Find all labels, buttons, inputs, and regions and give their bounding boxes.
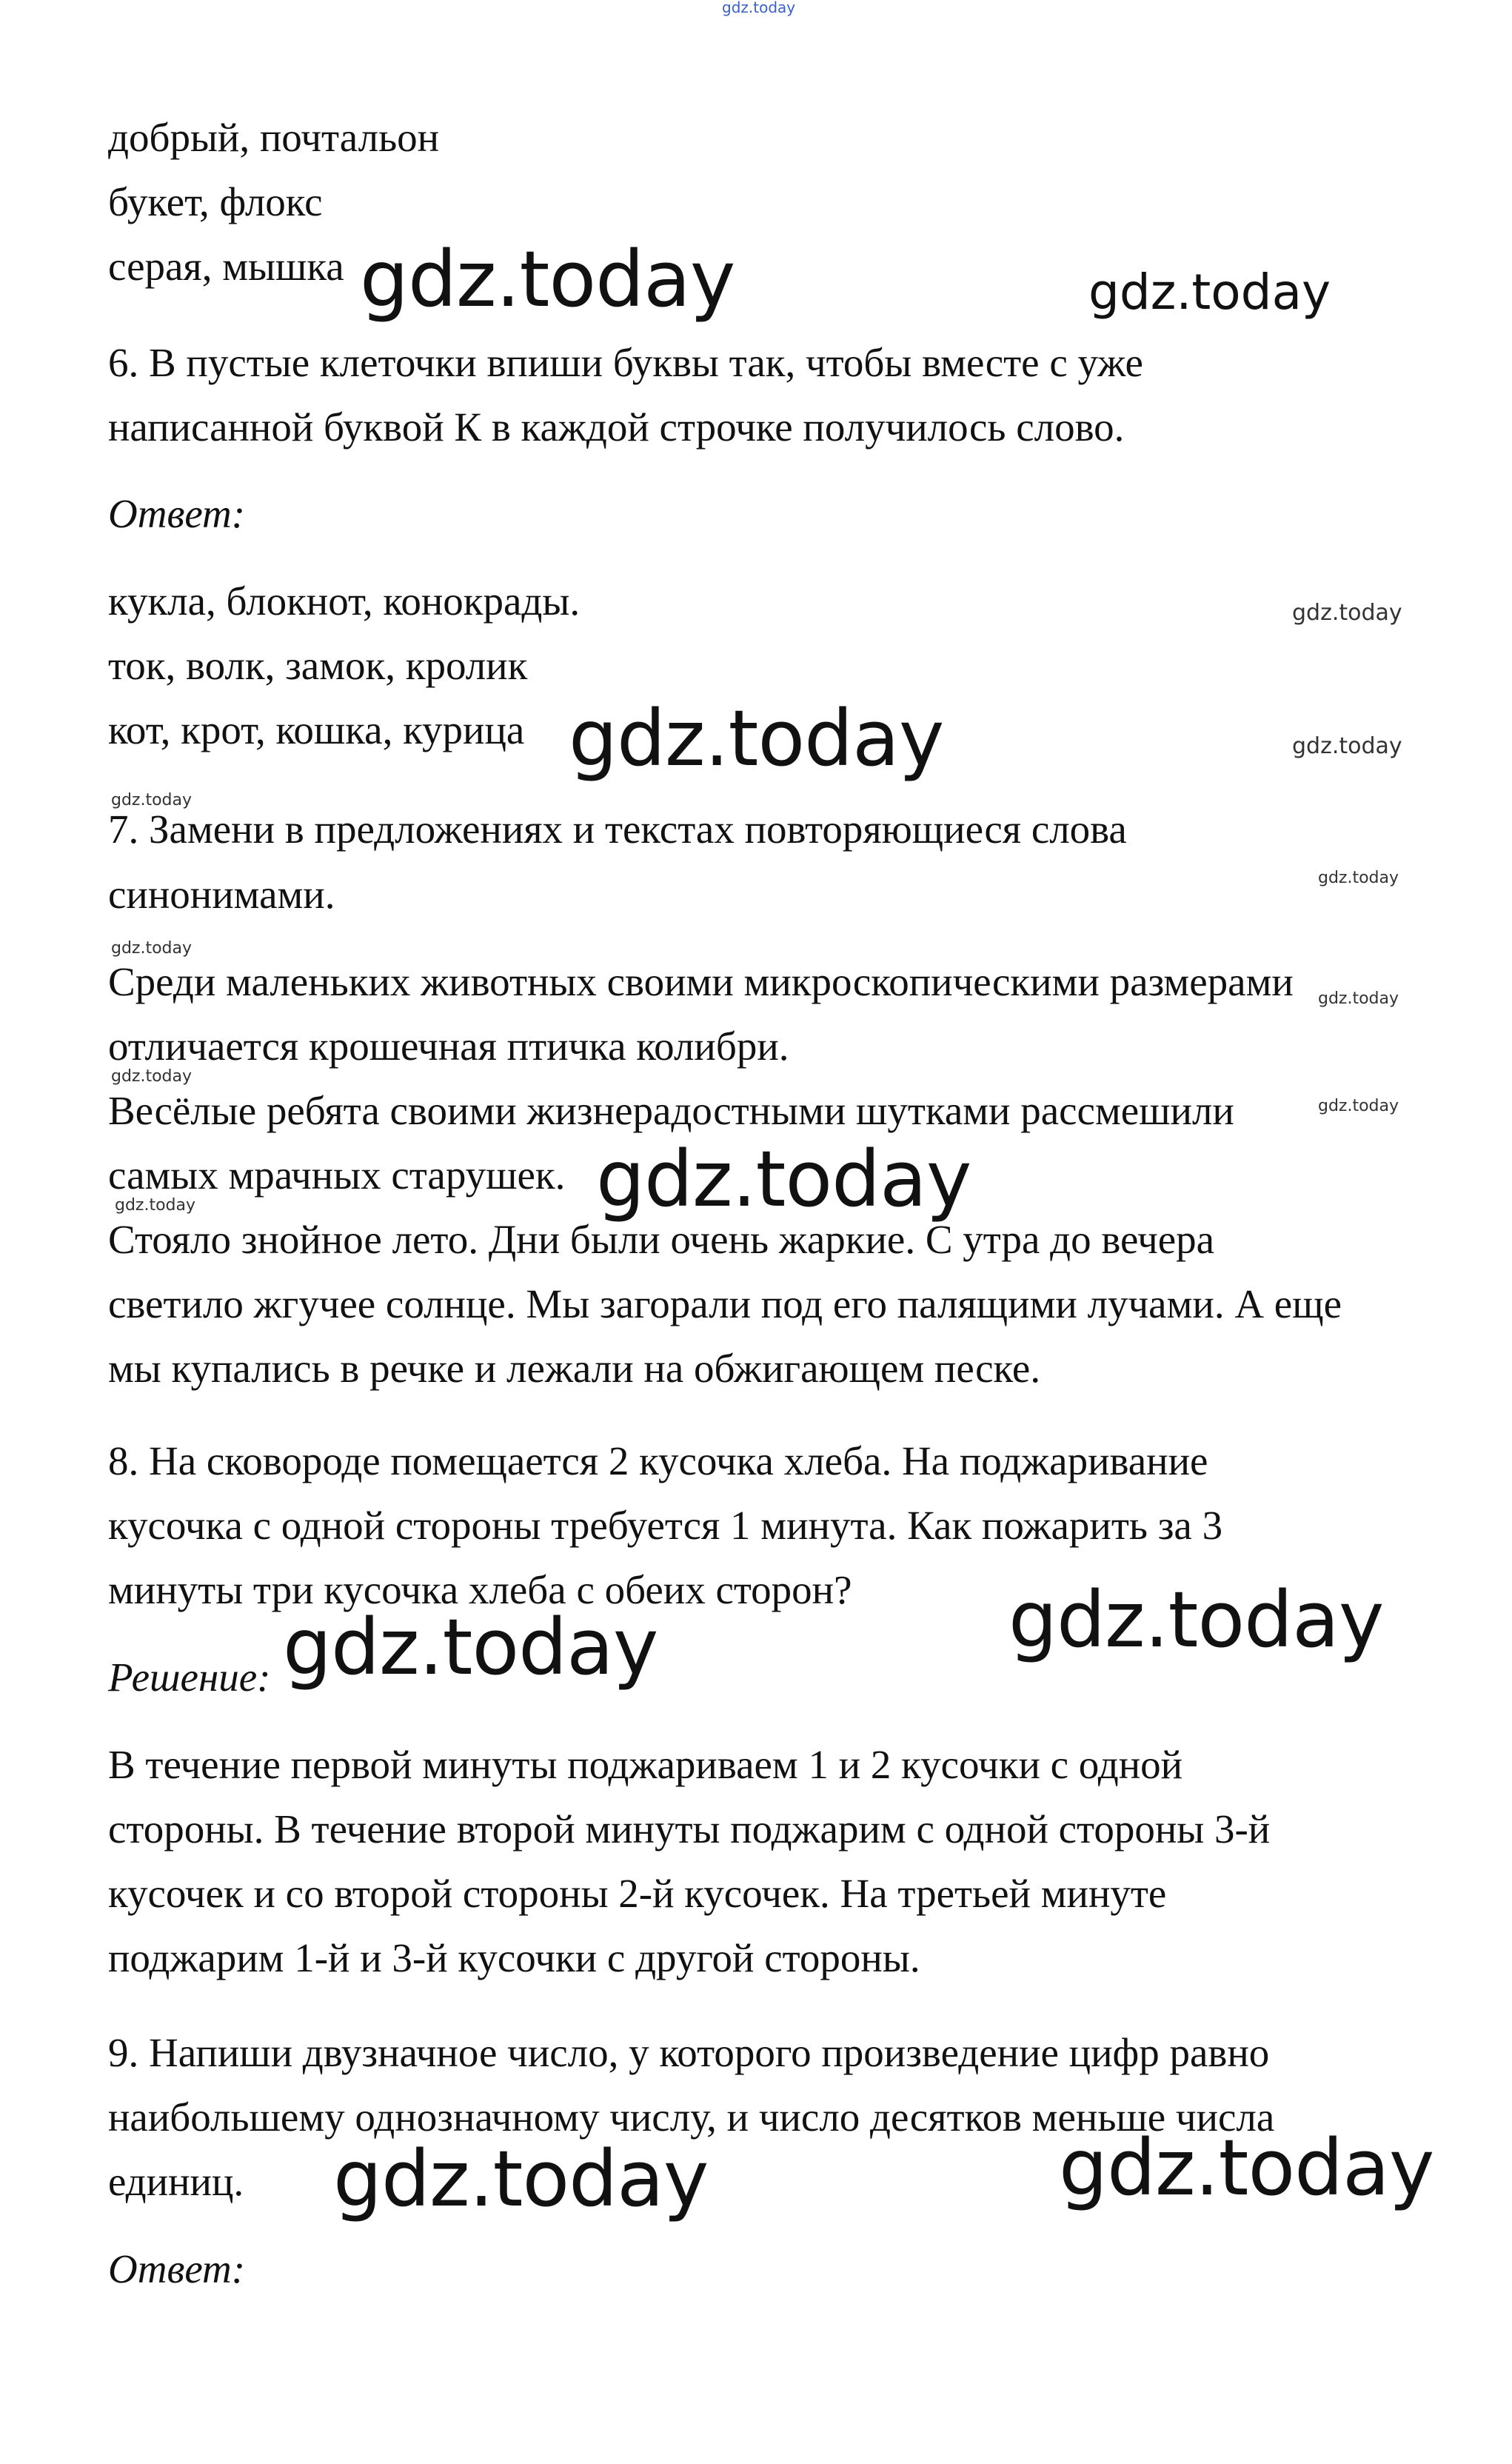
watermark-tiny: gdz.today [1318,1097,1399,1115]
watermark-tiny: gdz.today [111,1067,193,1086]
watermark-large: gdz.today [1008,1575,1384,1665]
answer-line: кукла, блокнот, конокрады. [108,578,581,624]
task-question: 8. На сковороде помещается 2 кусочка хлеба. На поджаривание [108,1438,1208,1483]
watermark-large: gdz.today [333,2134,709,2224]
watermark-large: gdz.today [569,693,944,784]
watermark-large: gdz.today [360,234,735,324]
answer-line: ток, волк, замок, кролик [108,643,528,688]
watermark-tiny: gdz.today [1318,869,1399,887]
task-question: 9. Напиши двузначное число, у которого произведение цифр равно [108,2030,1270,2075]
watermark-medium: gdz.today [1088,264,1331,321]
watermark-small: gdz.today [1292,733,1402,759]
task-question: синонимами. [108,872,335,917]
task-question: единиц. [108,2159,244,2204]
watermark-tiny: gdz.today [1318,989,1399,1008]
watermark-tiny: gdz.today [115,1196,196,1215]
solution-line: В течение первой минуты поджариваем 1 и 2 кусочки с одной [108,1742,1183,1787]
watermark-small: gdz.today [1292,600,1402,626]
task-question: написанной буквой К в каждой строчке получилось слово. [108,404,1125,450]
watermark-large: gdz.today [283,1602,658,1692]
watermark-tiny: gdz.today [111,939,193,958]
answer-label: Ответ: [108,2246,246,2291]
solution-label: Решение: [108,1655,271,1700]
text-line: отличается крошечная птичка колибри. [108,1024,789,1069]
text-line: самых мрачных старушек. [108,1152,566,1198]
watermark-large: gdz.today [596,1134,971,1224]
answer-label: Ответ: [108,491,246,536]
watermark-tiny: gdz.today [111,791,193,809]
text-line: мы купались в речке и лежали на обжигающем песке. [108,1346,1041,1391]
task-question: 7. Замени в предложениях и текстах повторяющиеся слова [108,807,1127,852]
solution-line: поджарим 1-й и 3-й кусочки с другой стороны. [108,1935,920,1980]
task-question: 6. В пустые клеточки впиши буквы так, чтобы вместе с уже [108,340,1143,385]
task-question: кусочка с одной стороны требуется 1 минута. Как пожарить за 3 [108,1503,1223,1548]
text-line: Стояло знойное лето. Дни были очень жаркие. С утра до вечера [108,1217,1215,1262]
text-line: светило жгучее солнце. Мы загорали под его палящими лучами. А еще [108,1281,1342,1326]
task-question: минуты три кусочка хлеба с обеих сторон? [108,1567,852,1612]
text-line: Среди маленьких животных своими микроскопическими размерами [108,959,1294,1004]
solution-line: кусочек и со второй стороны 2-й кусочек. На третьей минуте [108,1871,1167,1916]
text-line: Весёлые ребята своими жизнерадостными шутками рассмешили [108,1088,1234,1133]
answer-line: добрый, почтальон [108,115,440,160]
task-question: наибольшему однозначному числу, и число десятков меньше числа [108,2094,1275,2140]
watermark-top: gdz.today [722,0,796,16]
watermark-large: gdz.today [1059,2123,1434,2213]
answer-line: серая, мышка [108,244,344,289]
answer-line: букет, флокс [108,179,323,224]
solution-line: стороны. В течение второй минуты поджарим с одной стороны 3-й [108,1806,1271,1852]
answer-line: кот, крот, кошка, курица [108,707,525,752]
